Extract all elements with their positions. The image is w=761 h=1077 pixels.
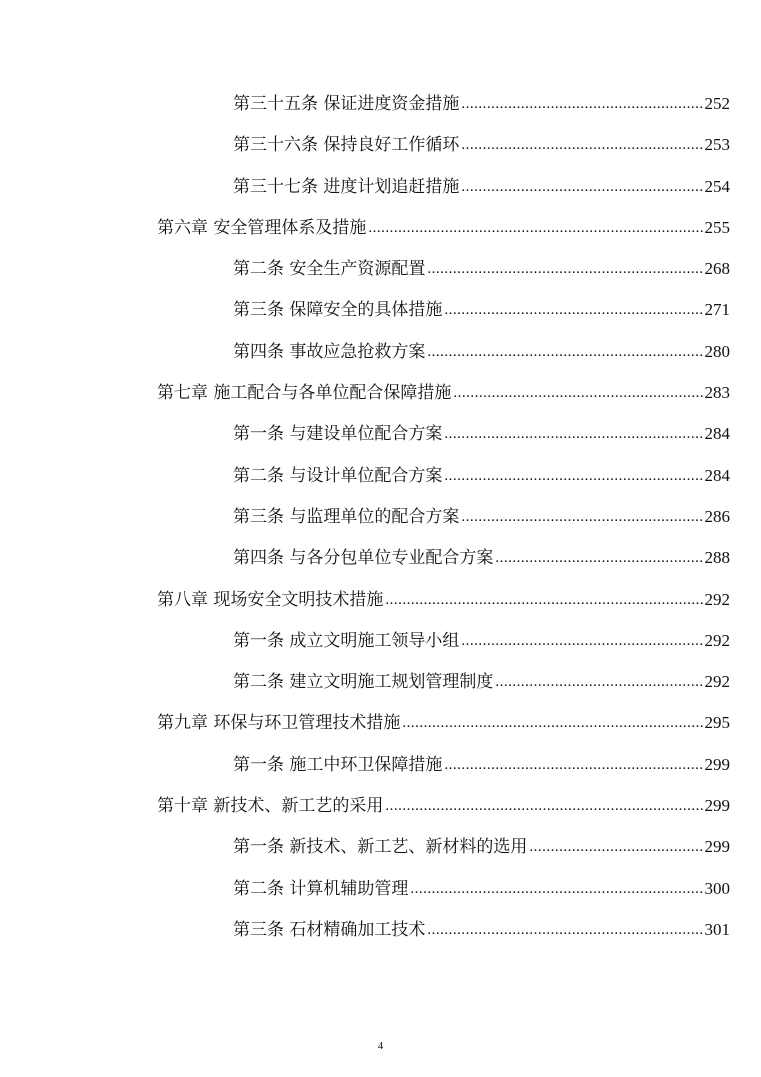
toc-entry-page: 295 [704,713,730,733]
toc-entry-title: 第二条 计算机辅助管理 [233,878,409,899]
toc-section-entry[interactable] [0,546,761,587]
toc-section-entry[interactable] [0,629,761,670]
toc-entry-title: 第九章 环保与环卫管理技术措施 [157,713,401,734]
toc-chapter-entry[interactable] [0,711,761,752]
toc-entry-title: 第三十五条 保证进度资金措施 [233,94,460,114]
toc-dot-leader [444,753,702,777]
toc-entry-title: 第一条 成立文明施工领导小组 [233,630,460,651]
toc-dot-leader [453,381,702,405]
toc-entry-title: 第四条 事故应急抢救方案 [233,341,426,362]
toc-chapter-entry[interactable] [0,381,761,422]
toc-entry-title: 第三条 保障安全的具体措施 [233,300,443,321]
toc-entry-title: 第三条 石材精确加工技术 [233,919,426,940]
toc-entry-page: 286 [704,506,730,526]
toc-entry-page: 292 [704,630,730,650]
toc-entry-page: 292 [704,672,730,692]
toc-entry-page: 253 [704,135,730,155]
toc-entry-page: 283 [704,383,730,403]
page-number: 4 [377,1040,384,1052]
toc-dot-leader [461,92,702,116]
toc-dot-leader [385,794,702,818]
toc-entry-title: 第一条 新技术、新工艺、新材料的选用 [233,837,528,858]
toc-entry-page: 299 [704,837,730,857]
table-of-contents [0,92,761,959]
toc-chapter-entry[interactable] [0,794,761,835]
toc-section-entry[interactable] [0,670,761,711]
toc-dot-leader [410,877,702,901]
toc-entry-title: 第二条 建立文明施工规划管理制度 [233,672,494,693]
toc-entry-title: 第四条 与各分包单位专业配合方案 [233,548,494,569]
toc-entry-page: 255 [704,217,730,237]
toc-entry-page: 252 [704,94,730,113]
toc-section-entry[interactable] [0,298,761,339]
toc-entry-title: 第三十七条 进度计划追赶措施 [233,176,460,197]
toc-entry-page: 301 [704,919,730,939]
toc-dot-leader [427,340,702,364]
toc-entry-title: 第八章 现场安全文明技术措施 [157,589,384,610]
toc-dot-leader [444,422,702,446]
toc-dot-leader [461,175,702,199]
toc-section-entry[interactable] [0,133,761,174]
toc-entry-title: 第六章 安全管理体系及措施 [157,217,367,238]
toc-entry-title: 第三条 与监理单位的配合方案 [233,506,460,527]
toc-dot-leader [444,464,702,488]
toc-section-entry[interactable] [0,753,761,794]
toc-section-entry[interactable] [0,257,761,298]
toc-dot-leader [427,918,702,942]
toc-dot-leader [427,257,702,281]
toc-entry-title: 第二条 安全生产资源配置 [233,259,426,280]
toc-dot-leader [495,546,702,570]
toc-section-entry[interactable] [0,175,761,216]
toc-dot-leader [529,835,702,859]
toc-entry-page: 288 [704,548,730,568]
toc-entry-page: 284 [704,465,730,485]
toc-entry-page: 254 [704,176,730,196]
toc-dot-leader [385,588,702,612]
toc-entry-title: 第一条 与建设单位配合方案 [233,424,443,445]
toc-section-entry[interactable] [0,340,761,381]
toc-chapter-entry[interactable] [0,588,761,629]
toc-dot-leader [495,670,702,694]
toc-section-entry[interactable] [0,422,761,463]
toc-section-entry[interactable] [0,92,761,133]
toc-entry-page: 299 [704,754,730,774]
toc-dot-leader [368,216,702,240]
toc-entry-title: 第一条 施工中环卫保障措施 [233,754,443,775]
toc-section-entry[interactable] [0,464,761,505]
toc-entry-page: 280 [704,341,730,361]
toc-section-entry[interactable] [0,918,761,959]
toc-dot-leader [444,298,702,322]
toc-entry-page: 268 [704,259,730,279]
toc-section-entry[interactable] [0,877,761,918]
toc-chapter-entry[interactable] [0,216,761,257]
toc-entry-title: 第二条 与设计单位配合方案 [233,465,443,486]
toc-section-entry[interactable] [0,505,761,546]
toc-dot-leader [461,133,702,157]
toc-entry-title: 第三十六条 保持良好工作循环 [233,135,460,156]
toc-entry-page: 299 [704,796,730,816]
toc-entry-page: 292 [704,589,730,609]
toc-entry-title: 第十章 新技术、新工艺的采用 [157,796,384,817]
toc-dot-leader [402,711,702,735]
toc-entry-page: 300 [704,878,730,898]
toc-section-entry[interactable] [0,835,761,876]
toc-dot-leader [461,629,702,653]
toc-dot-leader [461,505,702,529]
toc-entry-page: 271 [704,300,730,320]
toc-entry-title: 第七章 施工配合与各单位配合保障措施 [157,383,452,404]
toc-entry-page: 284 [704,424,730,444]
